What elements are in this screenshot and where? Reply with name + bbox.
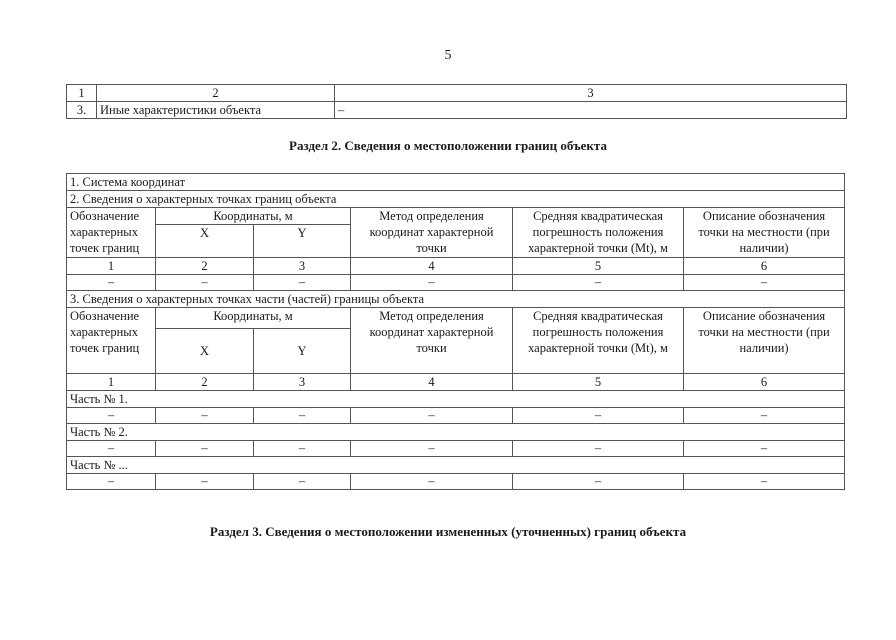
table-cell: –: [351, 441, 513, 457]
table-cell: Иные характеристики объекта: [97, 102, 335, 119]
table-cell: 4: [351, 374, 513, 391]
col-accuracy: Средняя квадратическая погрешность положения характерной точки (Mt), м: [513, 208, 684, 258]
table-cell: –: [513, 408, 684, 424]
table-row: [67, 424, 845, 441]
points-section-label: 2. Сведения о характерных точках границ объекта: [67, 191, 845, 208]
coord-system-label: 1. Система координат: [67, 174, 845, 191]
table-cell: –: [684, 441, 845, 457]
part-label: Часть № ...: [67, 457, 845, 474]
col-coordinates: Координаты, м: [156, 308, 351, 329]
col-method: Метод определения координат характерной точки: [351, 308, 513, 374]
col-y: Y: [254, 225, 351, 258]
col-x: X: [156, 225, 254, 258]
table-cell: –: [67, 474, 156, 490]
table-cell: –: [156, 275, 254, 291]
table-row: [67, 457, 845, 474]
table-cell: 3: [335, 85, 847, 102]
table-row: [67, 102, 847, 119]
table-cell: –: [351, 408, 513, 424]
table-cell: –: [513, 441, 684, 457]
col-method: Метод определения координат характерной точки: [351, 208, 513, 258]
table-cell: 1: [67, 258, 156, 275]
table-header-row: [67, 208, 845, 225]
table-cell: –: [254, 408, 351, 424]
table-cell: –: [254, 441, 351, 457]
table-cell: 4: [351, 258, 513, 275]
table-cell: –: [513, 474, 684, 490]
table-row: [67, 275, 845, 291]
table-cell: 3: [254, 258, 351, 275]
part-label: Часть № 1.: [67, 391, 845, 408]
table-row: [67, 191, 845, 208]
table-cell: –: [684, 275, 845, 291]
table-cell: 1: [67, 374, 156, 391]
table-cell: –: [254, 275, 351, 291]
table-cell: 3: [254, 374, 351, 391]
table-cell: –: [254, 474, 351, 490]
table-row: [67, 441, 845, 457]
table-row: [67, 291, 845, 308]
coordinates-table: [66, 173, 845, 490]
col-description: Описание обозначения точки на местности (при наличии): [684, 208, 845, 258]
section-2-title: Раздел 2. Сведения о местоположении границ объекта: [289, 138, 607, 153]
table-cell: –: [335, 102, 847, 119]
table-cell: –: [351, 474, 513, 490]
table-row: [67, 174, 845, 191]
col-y: Y: [254, 329, 351, 374]
col-designation: Обозначение характерных точек границ: [67, 208, 156, 258]
top-table: [66, 84, 847, 119]
table-cell: –: [67, 441, 156, 457]
parts-section-label: 3. Сведения о характерных точках части (частей) границы объекта: [67, 291, 845, 308]
table-cell: 1: [67, 85, 97, 102]
table-cell: 5: [513, 258, 684, 275]
table-row: [67, 391, 845, 408]
table-cell: 2: [156, 258, 254, 275]
table-cell: 2: [97, 85, 335, 102]
table-cell: 5: [513, 374, 684, 391]
table-cell: –: [67, 408, 156, 424]
table-cell: 3.: [67, 102, 97, 119]
table-cell: –: [684, 408, 845, 424]
table-cell: –: [351, 275, 513, 291]
part-label: Часть № 2.: [67, 424, 845, 441]
table-cell: 6: [684, 374, 845, 391]
table-cell: 6: [684, 258, 845, 275]
col-coordinates: Координаты, м: [156, 208, 351, 225]
table-cell: –: [156, 441, 254, 457]
table-cell: –: [684, 474, 845, 490]
table-cell: 2: [156, 374, 254, 391]
table-header-row: [67, 308, 845, 329]
column-numbers-row: [67, 374, 845, 391]
col-accuracy: Средняя квадратическая погрешность положения характерной точки (Mt), м: [513, 308, 684, 374]
section-3-title: Раздел 3. Сведения о местоположении измененных (уточненных) границ объекта: [209, 524, 687, 539]
col-x: X: [156, 329, 254, 374]
table-cell: –: [67, 275, 156, 291]
table-cell: –: [156, 474, 254, 490]
table-row: [67, 408, 845, 424]
col-description: Описание обозначения точки на местности (при наличии): [684, 308, 845, 374]
col-designation: Обозначение характерных точек границ: [67, 308, 156, 374]
table-cell: –: [513, 275, 684, 291]
table-cell: –: [156, 408, 254, 424]
table-row: [67, 85, 847, 102]
page-number: 5: [444, 48, 452, 63]
column-numbers-row: [67, 258, 845, 275]
table-row: [67, 474, 845, 490]
